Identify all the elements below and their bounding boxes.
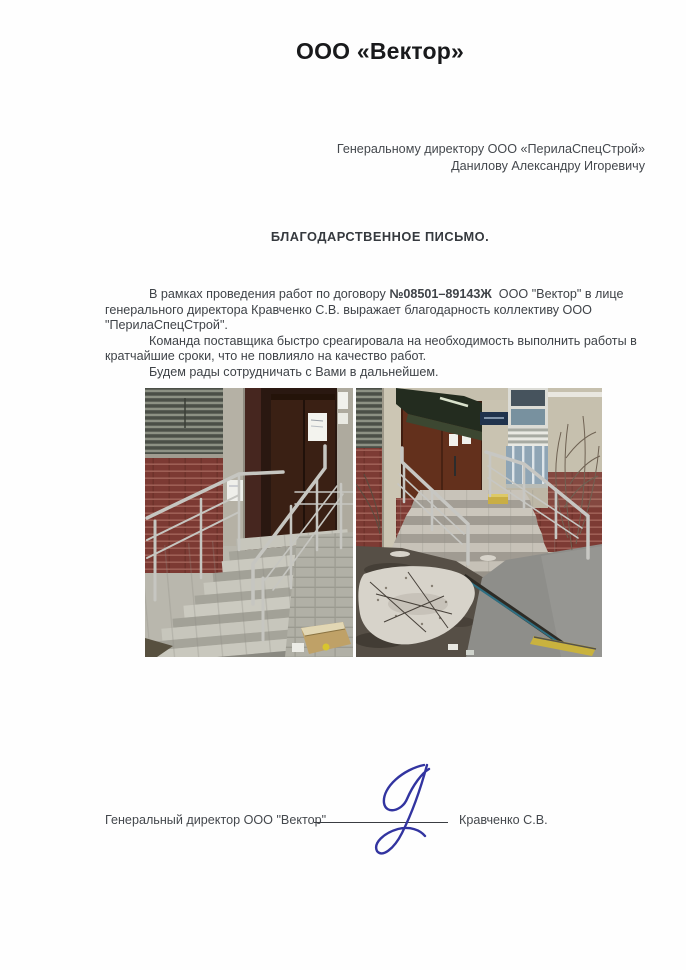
pillar — [223, 388, 245, 546]
body-line — [105, 287, 637, 303]
body-line: генерального директора Кравченко С.В. выражает благодарность коллективу ООО — [105, 302, 592, 317]
slat-band — [508, 428, 548, 446]
photo-row — [145, 388, 602, 657]
addressee-line: Генеральному директору ООО «ПерилаСпецСтрой» — [336, 142, 645, 156]
door-side-column — [337, 388, 353, 546]
addressee-line: Данилову Александру Игоревичу — [451, 159, 645, 173]
letter-heading: БЛАГОДАРСТВЕННОЕ ПИСЬМО. — [270, 229, 490, 244]
contract-number: №08501–89143Ж — [389, 287, 492, 301]
body-line: Команда поставщика быстро среагировала на необходимость выполнить работы в — [149, 333, 637, 348]
body-line: кратчайшие сроки, что не повлияло на качество работ. — [105, 349, 427, 363]
entrance-sign — [480, 412, 510, 425]
signature-label: Генеральный директор ООО "Вектор" — [105, 813, 327, 827]
letter-body — [105, 287, 637, 380]
brick-left — [356, 448, 382, 556]
upper-window — [508, 388, 548, 428]
handwritten-signature — [332, 753, 442, 858]
body-line: "ПерилаСпецСтрой". — [105, 318, 228, 332]
photo-entrance-steps-wide — [356, 388, 602, 657]
body-line: Будем рады сотрудничать с Вами в дальнейшем. — [149, 364, 439, 379]
addressee-block — [105, 141, 645, 175]
louver-window — [356, 388, 382, 448]
page-title: ООО «Вектор» — [295, 38, 465, 64]
signature-name: Кравченко С.В. — [459, 813, 548, 827]
body-text: В рамках проведения работ по договору — [149, 287, 390, 301]
photo-entrance-steps-close — [145, 388, 353, 657]
body-text: ООО "Вектор" в лице — [491, 287, 624, 301]
doorway — [245, 388, 353, 553]
louver-window — [145, 388, 223, 458]
